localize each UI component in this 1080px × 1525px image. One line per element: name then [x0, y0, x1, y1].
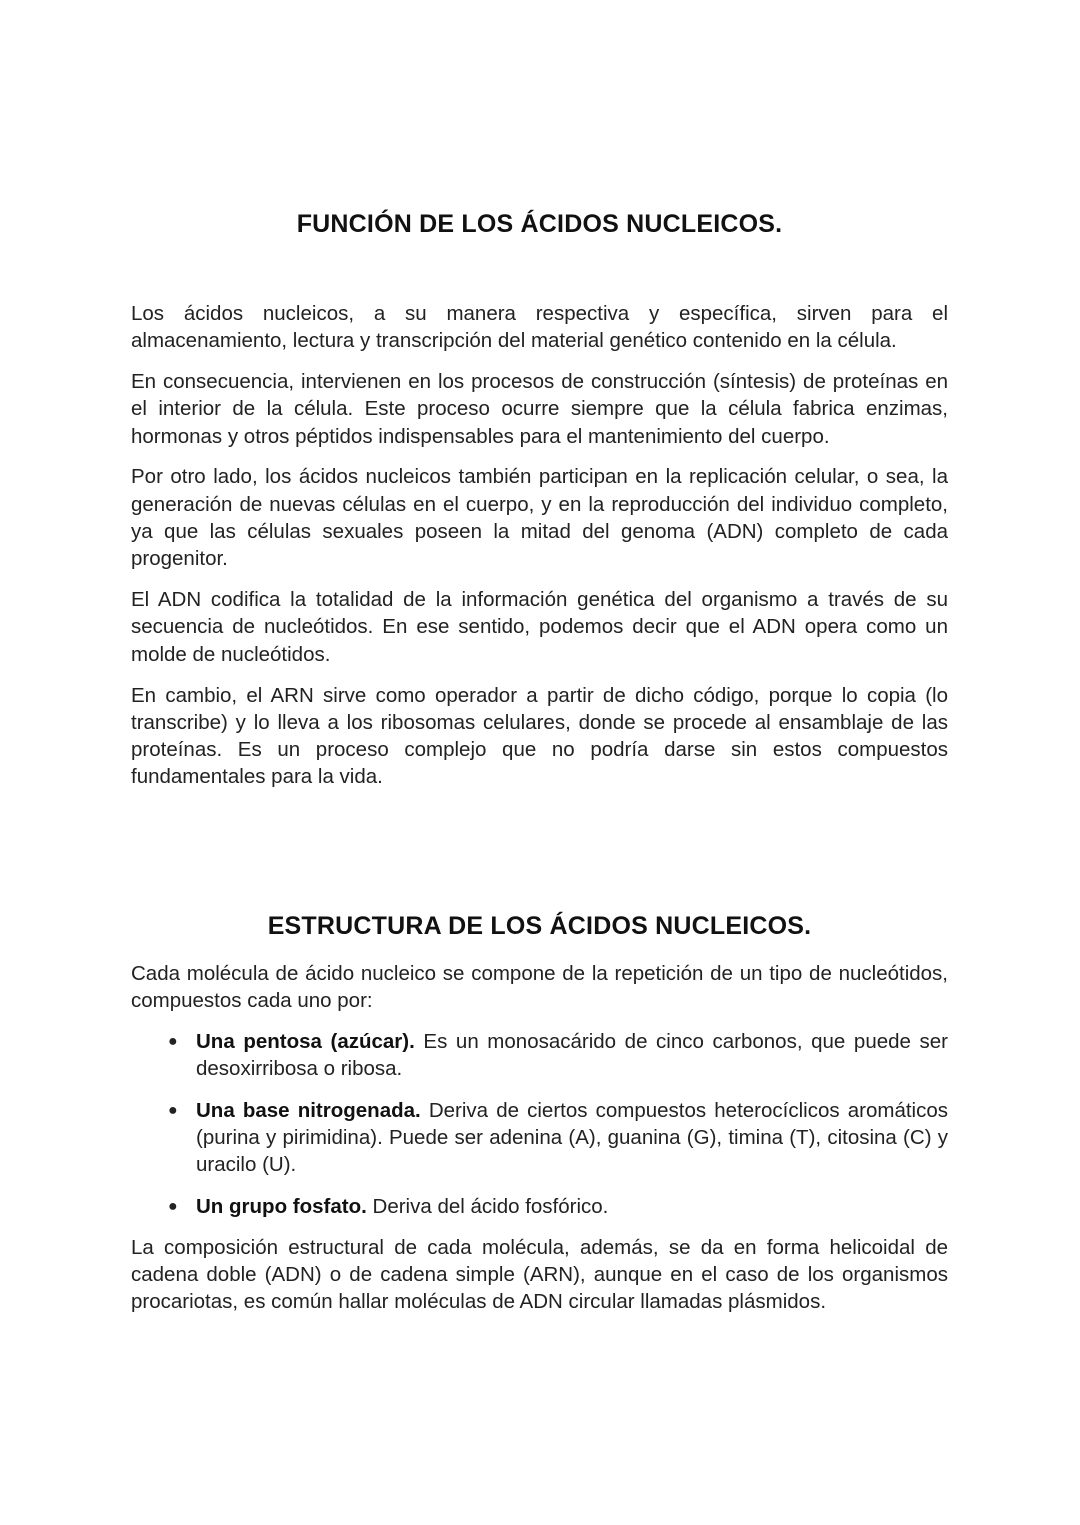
list-item-text: Deriva del ácido fosfórico. [366, 1194, 609, 1218]
list-item [131, 1193, 948, 1220]
section-title-funcion: FUNCIÓN DE LOS ÁCIDOS NUCLEICOS. [296, 210, 783, 238]
section-funcion-body [131, 300, 948, 804]
section-estructura-body [131, 960, 948, 1316]
paragraph: Por otro lado, los ácidos nucleicos también participan en la replicación celular, o sea, la generación de nuevas células en el cuerpo, y en la reproducción del individuo completo, ya que las células sexuales poseen la mitad del genoma (ADN) completo de cada progenitor. [131, 465, 948, 571]
list-item-term: Una pentosa (azúcar). [196, 1030, 415, 1054]
list-item-text: Deriva de ciertos compuestos heterocíclicos aromáticos (purina y pirimidina). Puede ser adenina (A), guanina (G), timina (T), citosina (C) y uracilo (U). [196, 1098, 948, 1177]
list-item-term: Una base nitrogenada. [196, 1098, 421, 1122]
paragraph: Los ácidos nucleicos, a su manera respectiva y específica, sirven para el almacenamiento, lectura y transcripción del material genético contenido en la célula. [131, 302, 948, 353]
bullet-icon: ● [168, 1033, 178, 1051]
closing-paragraph: La composición estructural de cada molécula, además, se da en forma helicoidal de cadena doble (ADN) o de cadena simple (ARN), aunque en el caso de los organismos procariotas, es común hallar moléculas de ADN circular llamadas plásmidos. [131, 1235, 948, 1314]
list-item-term: Un grupo fosfato. [196, 1194, 367, 1218]
section-title-estructura: ESTRUCTURA DE LOS ÁCIDOS NUCLEICOS. [267, 912, 812, 940]
bullet-icon: ● [168, 1101, 178, 1119]
paragraph: En consecuencia, intervienen en los procesos de construcción (síntesis) de proteínas en el interior de la célula. Este proceso ocurre siempre que la célula fabrica enzimas, hormonas y otros péptidos indispensables para el mantenimiento del cuerpo. [131, 370, 948, 448]
paragraph: En cambio, el ARN sirve como operador a partir de dicho código, porque lo copia (lo transcribe) y lo lleva a los ribosomas celulares, donde se procede al ensamblaje de las proteínas. Es un proceso complejo que no podría darse sin estos compuestos fundamentales para la vida. [131, 683, 948, 789]
bullet-icon: ● [168, 1197, 178, 1215]
list-item [131, 1097, 948, 1179]
list-item [131, 1028, 948, 1083]
paragraph: El ADN codifica la totalidad de la información genética del organismo a través de su secuencia de nucleótidos. En ese sentido, podemos decir que el ADN opera como un molde de nucleótidos. [131, 588, 948, 666]
component-list [131, 1028, 948, 1220]
list-item-text: Es un monosacárido de cinco carbonos, que puede ser desoxirribosa o ribosa. [196, 1030, 948, 1081]
intro-paragraph: Cada molécula de ácido nucleico se compone de la repetición de un tipo de nucleótidos, compuestos cada uno por: [131, 962, 948, 1013]
